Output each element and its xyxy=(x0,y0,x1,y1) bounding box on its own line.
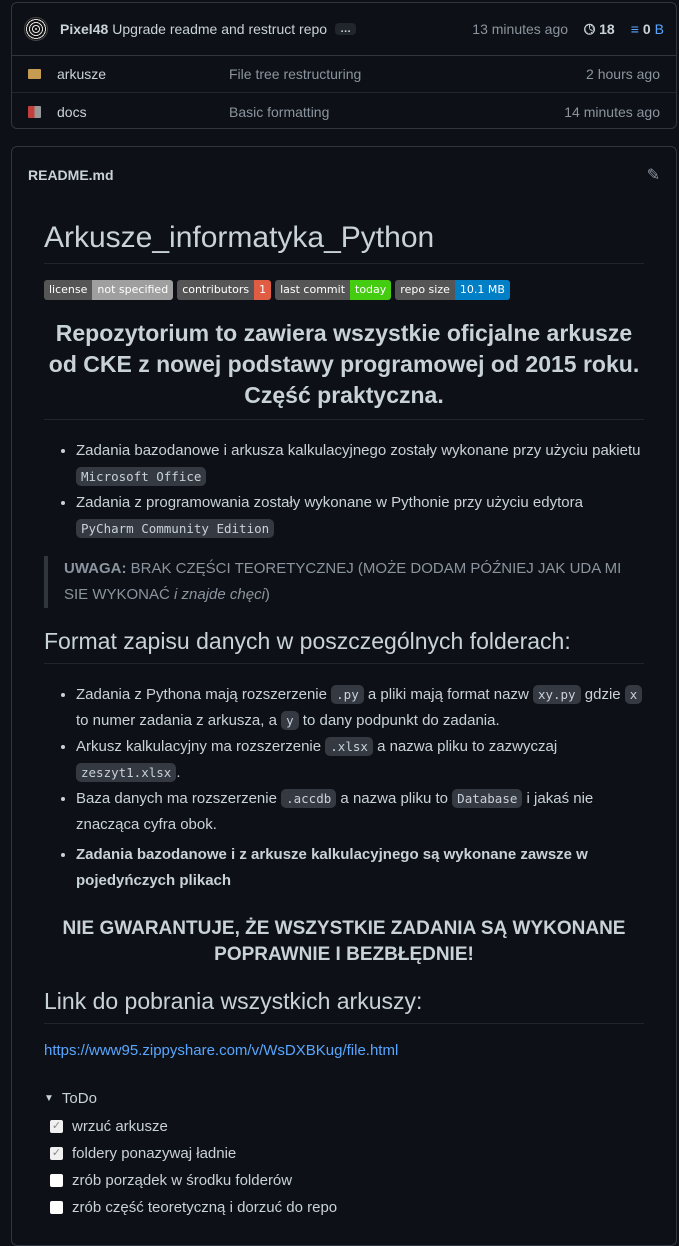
checkbox-checked[interactable]: ✓ xyxy=(51,1147,62,1159)
file-time: 14 minutes ago xyxy=(564,103,660,120)
t: i jakaś nie znacząca cyfra obok. xyxy=(76,790,594,833)
note-quote xyxy=(44,556,644,608)
checkbox-checked[interactable]: ✓ xyxy=(51,1120,62,1132)
expand-commit-button[interactable]: … xyxy=(335,23,356,35)
database-icon: ≡ xyxy=(630,21,639,37)
t: Arkusz kalkulacyjny ma rozszerzenie xyxy=(76,738,326,755)
item-text: Zadania bazodanowe i arkusza kalkulacyjnego zostały wykonane przy użyciu pakietu xyxy=(76,442,641,459)
todo-summary[interactable] xyxy=(44,1089,644,1109)
t: to dany podpunkt do zadania. xyxy=(298,712,500,729)
task-text: foldery ponazywaj ładnie xyxy=(72,1145,237,1162)
avatar[interactable] xyxy=(24,17,48,41)
latest-commit-bar xyxy=(12,3,676,56)
tools-list xyxy=(44,438,644,542)
badge-repo-size[interactable] xyxy=(395,280,510,300)
link-heading: Link do pobrania wszystkich arkuszy: xyxy=(44,988,644,1024)
file-commit[interactable]: File tree restructuring xyxy=(229,66,362,82)
badge-value: 1 xyxy=(254,280,271,300)
commit-time[interactable]: 13 minutes ago xyxy=(472,21,569,37)
t: . xyxy=(176,764,181,781)
inline-code: Database xyxy=(452,789,522,808)
edit-pencil-icon[interactable]: ✎ xyxy=(646,167,660,184)
readme-title: Arkusze_informatyka_Python xyxy=(44,221,644,264)
readme-filename[interactable]: README.md xyxy=(28,167,114,183)
triangle-down-icon: ▼ xyxy=(44,1093,54,1104)
list-item xyxy=(76,734,644,786)
item-text: Zadania z programowania zostały wykonane w Pythonie przy użyciu edytora xyxy=(76,494,583,511)
commit-message[interactable]: Upgrade readme and restruct repo xyxy=(112,21,328,37)
file-row[interactable] xyxy=(12,93,676,130)
inline-code: .xlsx xyxy=(325,737,373,756)
t: a nazwa pliku to zazwyczaj xyxy=(372,738,558,755)
badge-label: last commit xyxy=(275,280,350,300)
list-item xyxy=(76,490,644,542)
todo-label: ToDo xyxy=(61,1090,97,1107)
commit-count: 18 xyxy=(599,21,615,37)
t: gdzie xyxy=(580,686,625,703)
file-name[interactable]: arkusze xyxy=(57,66,107,82)
file-commit[interactable]: Basic formatting xyxy=(229,103,330,120)
inline-code: zeszyt1.xlsx xyxy=(76,763,176,782)
list-item xyxy=(76,438,644,490)
badge-contributors[interactable] xyxy=(177,280,271,300)
task-text: zrób część teoretyczną i dorzuć do repo xyxy=(72,1199,338,1216)
repo-size xyxy=(631,21,664,37)
warning-heading: NIE GWARANTUJE, ŻE WSZYSTKIE ZADANIA SĄ WYKONANE POPRAWNIE I BEZBŁĘDNIE! xyxy=(62,918,626,965)
note-end: ) xyxy=(264,586,270,603)
badge-label: repo size xyxy=(395,280,455,300)
list-item xyxy=(76,842,644,894)
task-item xyxy=(44,1140,644,1167)
badge-value: today xyxy=(350,280,391,300)
checkbox-unchecked[interactable] xyxy=(50,1174,63,1187)
note-italic: i znajde chęci xyxy=(174,586,265,603)
badge-license[interactable] xyxy=(44,280,173,300)
checkbox-unchecked[interactable] xyxy=(50,1201,63,1214)
task-text: wrzuć arkusze xyxy=(72,1118,168,1135)
commit-author[interactable]: Pixel48 xyxy=(60,21,109,37)
task-item xyxy=(44,1167,644,1194)
file-time: 2 hours ago xyxy=(586,66,660,82)
file-list xyxy=(11,2,677,129)
list-item xyxy=(76,786,644,838)
inline-code: y xyxy=(281,711,299,730)
badge-value: not specified xyxy=(92,280,173,300)
task-item xyxy=(44,1194,644,1221)
download-link[interactable]: https://www95.zippyshare.com/v/WsDXBKug/file.html xyxy=(44,1042,399,1059)
t: Zadania z Pythona mają rozszerzenie xyxy=(76,686,332,703)
readme-panel xyxy=(11,146,677,1246)
size-value: 0 xyxy=(642,21,651,37)
inline-code: xy.py xyxy=(533,685,581,704)
inline-code: x xyxy=(625,685,643,704)
inline-code: Microsoft Office xyxy=(76,467,206,486)
inline-code: PyCharm Community Edition xyxy=(76,519,274,538)
t: to numer zadania z arkusza, a xyxy=(76,712,282,729)
docs-folder-icon xyxy=(28,106,41,118)
badges xyxy=(44,280,644,300)
intro-heading: Repozytorium to zawiera wszystkie oficjalne arkusze od CKE z nowej podstawy programowej od 2015 roku. Część praktyczna. xyxy=(44,318,644,420)
badge-label: contributors xyxy=(177,280,254,300)
commit-history-link[interactable] xyxy=(584,21,615,38)
t: a pliki mają format nazw xyxy=(363,686,533,703)
list-item xyxy=(76,682,644,734)
note-label: UWAGA: xyxy=(64,560,127,577)
size-unit: B xyxy=(654,21,664,37)
format-heading: Format zapisu danych w poszczególnych folderach: xyxy=(44,628,644,664)
folder-icon xyxy=(28,69,41,79)
file-name[interactable]: docs xyxy=(57,103,87,120)
readme-content xyxy=(12,203,676,1221)
inline-code: .accdb xyxy=(281,789,336,808)
badge-label: license xyxy=(44,280,92,300)
inline-code: .py xyxy=(331,685,364,704)
t: Baza danych ma rozszerzenie xyxy=(76,790,282,807)
task-text: zrób porządek w środku folderów xyxy=(72,1172,293,1189)
note-text: BRAK CZĘŚCI TEORETYCZNEJ (MOŻE DODAM PÓŹNIEJ JAK UDA MI SIE WYKONAĆ xyxy=(64,560,622,603)
task-item xyxy=(44,1113,644,1140)
history-icon: 🕓︎ xyxy=(584,20,596,37)
file-row[interactable] xyxy=(12,56,676,93)
badge-value: 10.1 MB xyxy=(455,280,510,300)
badge-last-commit[interactable] xyxy=(275,280,391,300)
t: a nazwa pliku to xyxy=(336,790,453,807)
readme-header xyxy=(12,147,676,203)
format-list xyxy=(44,682,644,894)
bold-text: Zadania bazodanowe i z arkusze kalkulacyjnego są wykonane zawsze w pojedyńczych plikach xyxy=(76,846,588,889)
